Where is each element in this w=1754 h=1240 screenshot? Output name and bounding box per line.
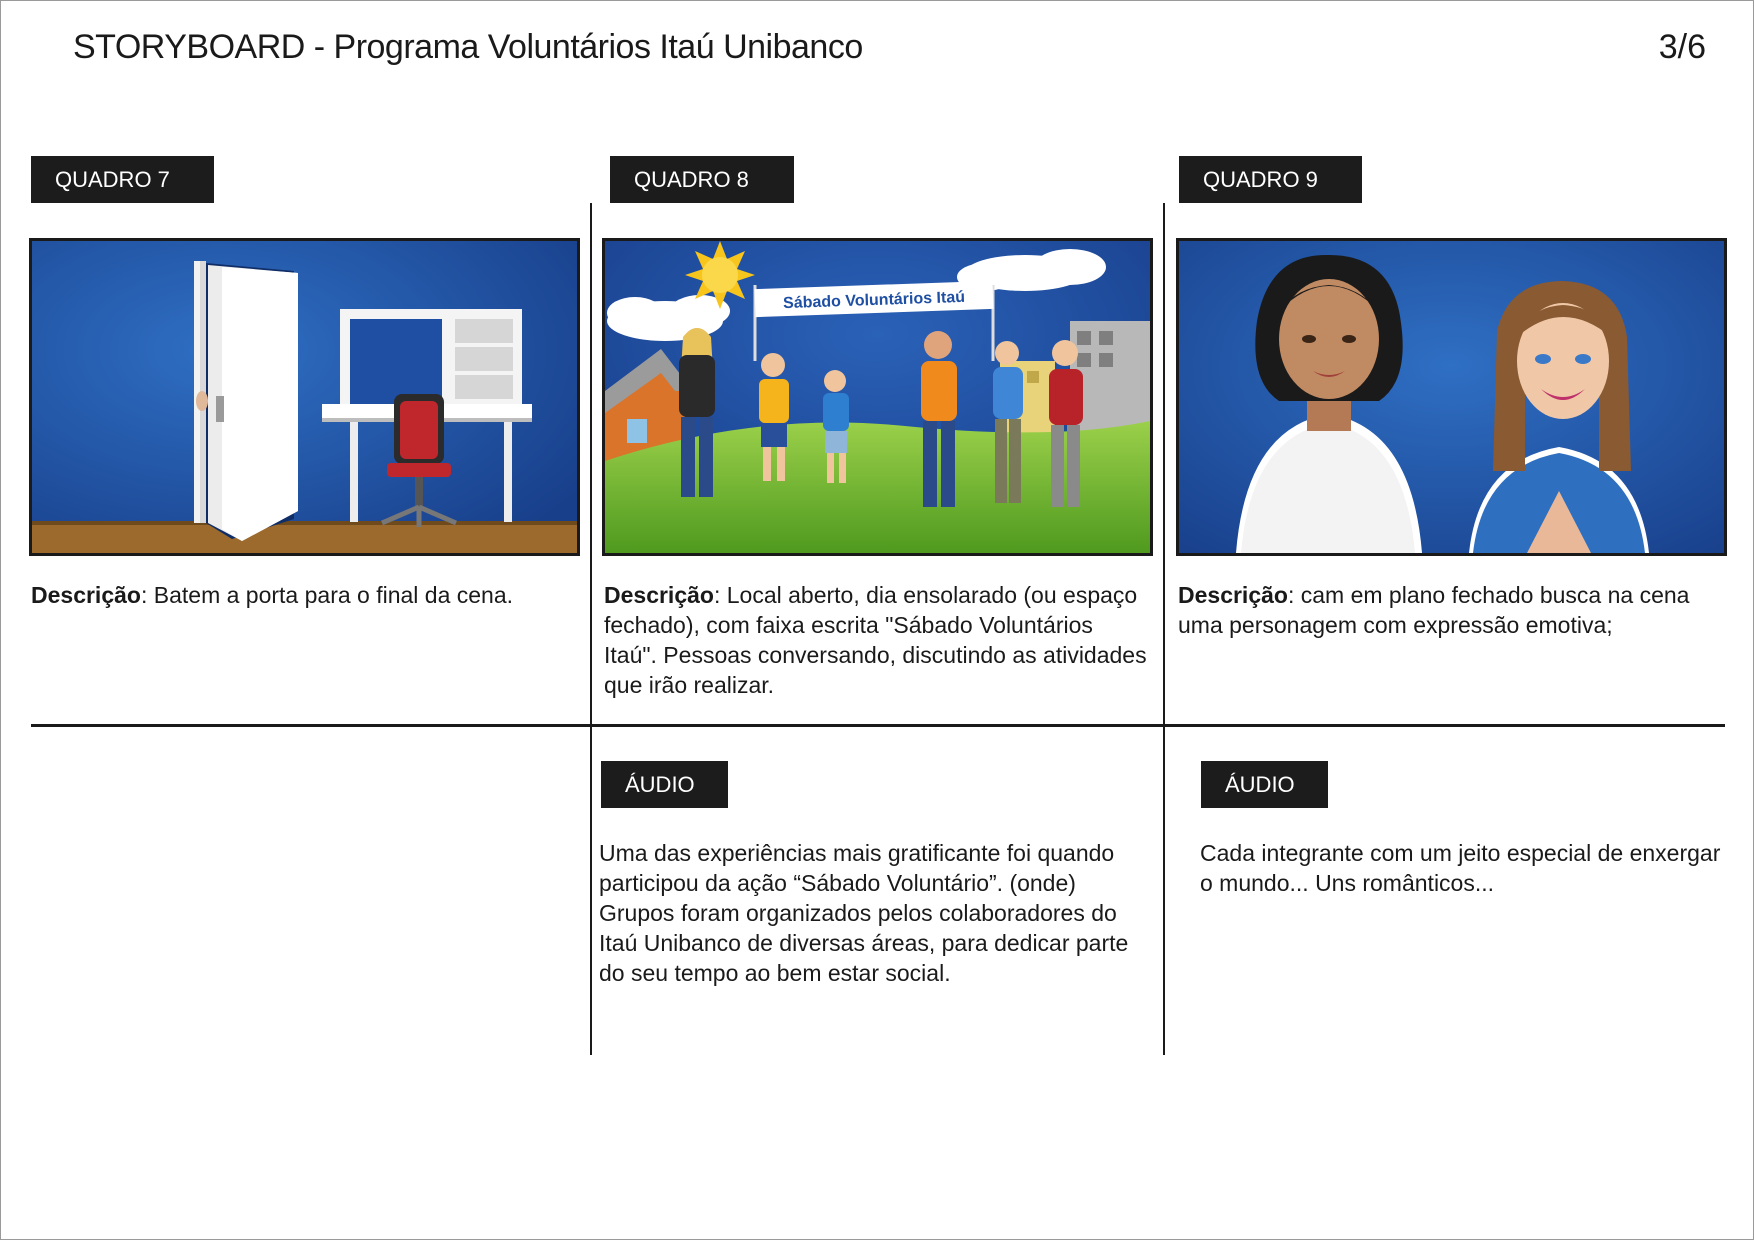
page-title: STORYBOARD - Programa Voluntários Itaú Unibanco [73, 28, 863, 66]
description-label: Descrição [604, 582, 714, 608]
row-divider [31, 724, 1725, 727]
quadro-9-description [1178, 580, 1708, 640]
description-text: : cam em plano fechado busca na cena uma personagem com expressão emotiva; [1178, 582, 1690, 638]
quadro-7-tag: QUADRO 7 [31, 156, 214, 203]
two-women-closeup-scene [1176, 238, 1727, 556]
volunteer-saturday-scene [602, 238, 1153, 556]
two-women-illustration [1179, 241, 1724, 553]
description-label: Descrição [1178, 582, 1288, 608]
audio-tag-quadro-9: ÁUDIO [1201, 761, 1328, 808]
volunteer-saturday-illustration [605, 241, 1150, 553]
office-door-scene [29, 238, 580, 556]
audio-tag-quadro-8: ÁUDIO [601, 761, 728, 808]
banner-text: Sábado Voluntários Itaú [782, 288, 966, 313]
column-divider-left [590, 203, 592, 1055]
quadro-8-description [604, 580, 1149, 700]
column-divider-right [1163, 203, 1165, 1055]
audio-text-quadro-9: Cada integrante com um jeito especial de enxergar o mundo... Uns românticos... [1200, 840, 1721, 896]
audio-text-quadro-8: Uma das experiências mais gratificante foi quando participou da ação “Sábado Voluntário”. (onde) Grupos foram organizados pelos colaboradores do Itaú Unibanco de diversas áreas, para dedicar parte do seu tempo ao bem estar social. [599, 840, 1129, 986]
quadro-7-description [31, 580, 571, 610]
description-text: : Local aberto, dia ensolarado (ou espaço fechado), com faixa escrita "Sábado Voluntários Itaú". Pessoas conversando, discutindo as atividades que irão realizar. [604, 582, 1147, 698]
description-label: Descrição [31, 582, 141, 608]
description-text: : Batem a porta para o final da cena. [140, 582, 514, 608]
quadro-8-tag: QUADRO 8 [610, 156, 794, 203]
page-number: 3/6 [1658, 28, 1706, 66]
quadro-9-tag: QUADRO 9 [1179, 156, 1362, 203]
office-door-illustration [32, 241, 577, 553]
